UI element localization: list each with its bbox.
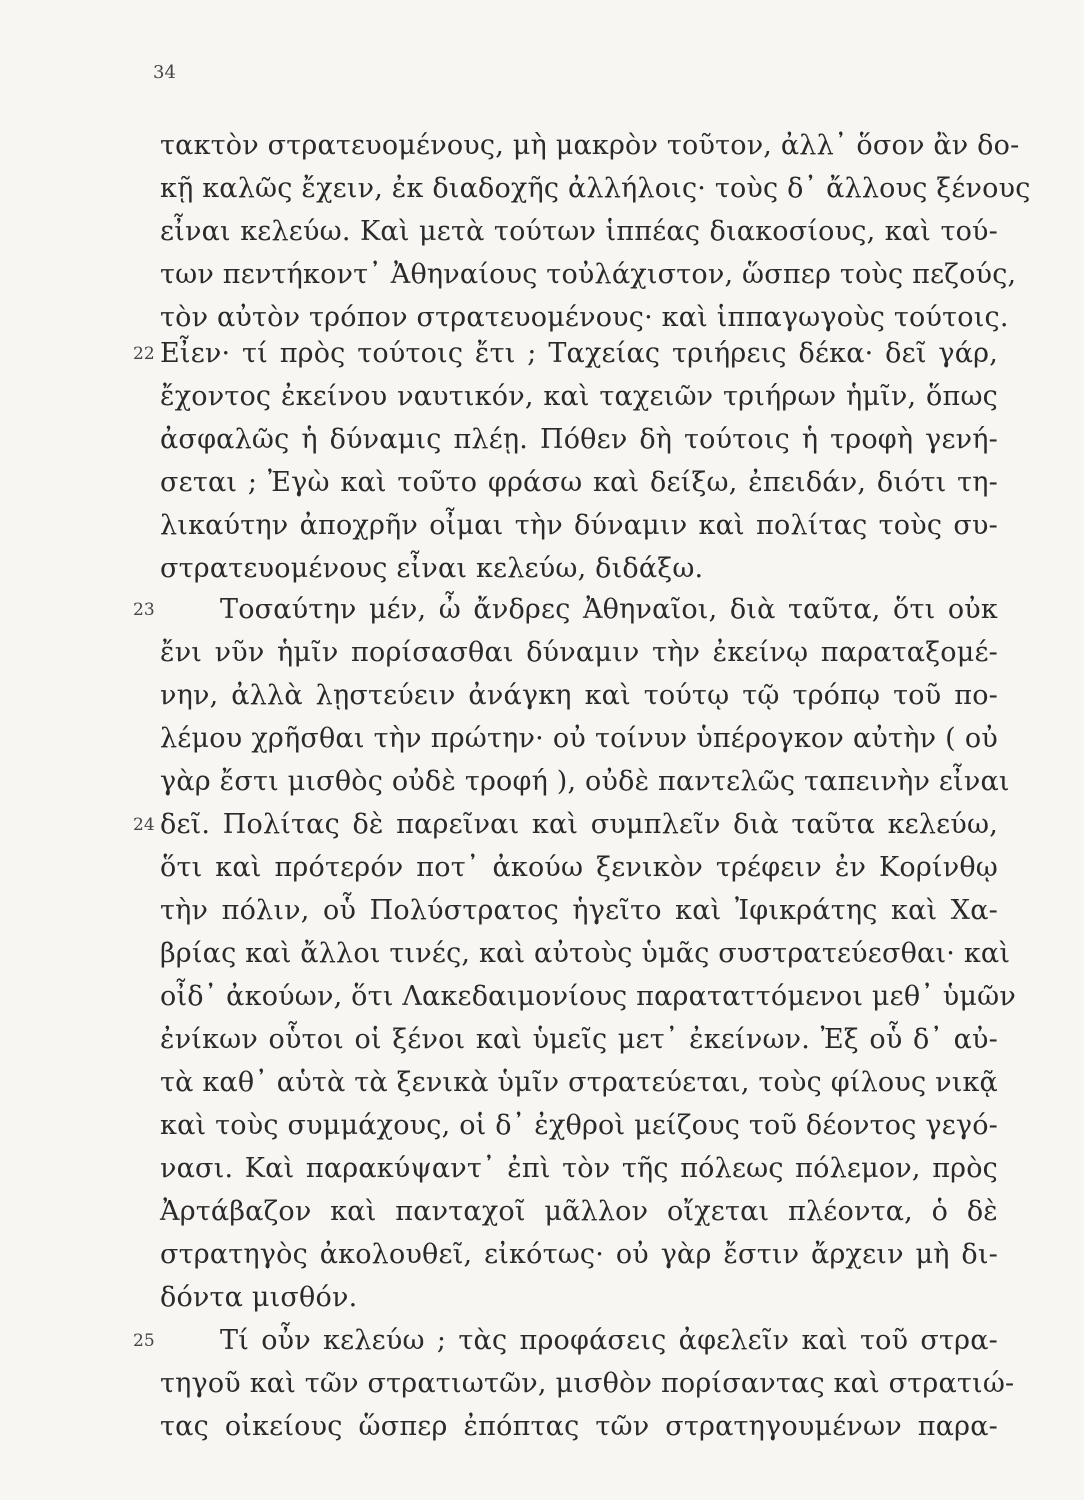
- text-line: τὴν πόλιν, οὗ Πολύστρατος ἡγεῖτο καὶ Ἰφικράτης καὶ Χα-: [160, 895, 998, 926]
- text-line: τας οἰκείους ὥσπερ ἐπόπτας τῶν στρατηγουμένων παρα-: [160, 1411, 998, 1442]
- section-number: 25: [133, 1331, 155, 1351]
- text-line: εἶναι κελεύω. Καὶ μετὰ τούτων ἱππέας διακοσίους, καὶ τού-: [160, 216, 998, 247]
- text-line: τηγοῦ καὶ τῶν στρατιωτῶν, μισθὸν πορίσαντας καὶ στρατιώ-: [160, 1368, 1015, 1399]
- section-number: 22: [133, 344, 155, 364]
- text-line: βρίας καὶ ἄλλοι τινές, καὶ αὐτοὺς ὑμᾶς συστρατεύεσθαι· καὶ: [160, 938, 1011, 969]
- text-line: Ἀρτάβαζον καὶ πανταχοῖ μᾶλλον οἴχεται πλέοντα, ὁ δὲ: [160, 1196, 998, 1227]
- text-line: ἀσφαλῶς ἡ δύναμις πλέῃ. Πόθεν δὴ τούτοις ἡ τροφὴ γενή-: [160, 424, 998, 455]
- text-line: δεῖ. Πολίτας δὲ παρεῖναι καὶ συμπλεῖν διὰ ταῦτα κελεύω,: [160, 809, 998, 840]
- text-line: νασι. Καὶ παρακύψαντ᾽ ἐπὶ τὸν τῆς πόλεως πόλεμον, πρὸς: [160, 1153, 998, 1184]
- text-line: στρατηγὸς ἀκολουθεῖ, εἰκότως· οὐ γὰρ ἔστιν ἄρχειν μὴ δι-: [160, 1239, 998, 1270]
- text-line: Εἶεν· τί πρὸς τούτοις ἔτι ; Ταχείας τριήρεις δέκα· δεῖ γάρ,: [160, 338, 998, 369]
- text-line: ἔχοντος ἐκείνου ναυτικόν, καὶ ταχειῶν τριήρων ἡμῖν, ὅπως: [160, 381, 998, 412]
- text-line: σεται ; Ἐγὼ καὶ τοῦτο φράσω καὶ δείξω, ἐπειδάν, διότι τη-: [160, 467, 998, 498]
- text-line: νην, ἀλλὰ λῃστεύειν ἀνάγκη καὶ τούτῳ τῷ τρόπῳ τοῦ πο-: [160, 680, 998, 711]
- text-line: τὸν αὐτὸν τρόπον στρατευομένους· καὶ ἱππαγωγοὺς τούτοις.: [160, 302, 1009, 333]
- text-line: των πεντήκοντ᾽ Ἀθηναίους τοὐλάχιστον, ὥσπερ τοὺς πεζούς,: [160, 259, 1017, 290]
- text-line: κῇ καλῶς ἔχειν, ἐκ διαδοχῆς ἀλλήλοις· τοὺς δ᾽ ἄλλους ξένους: [160, 173, 1031, 204]
- text-line: τὰ καθ᾽ αὑτὰ τὰ ξενικὰ ὑμῖν στρατεύεται, τοὺς φίλους νικᾷ: [160, 1067, 998, 1098]
- page-number: 34: [153, 62, 176, 83]
- text-line: ὅτι καὶ πρότερόν ποτ᾽ ἀκούω ξενικὸν τρέφειν ἐν Κορίνθῳ: [160, 852, 998, 883]
- text-line: Τί οὖν κελεύω ; τὰς προφάσεις ἀφελεῖν καὶ τοῦ στρα-: [220, 1325, 998, 1356]
- text-line: δόντα μισθόν.: [160, 1282, 358, 1313]
- text-line: στρατευομένους εἶναι κελεύω, διδάξω.: [160, 553, 704, 584]
- text-line: λέμου χρῆσθαι τὴν πρώτην· οὐ τοίνυν ὑπέρογκον αὐτὴν ( οὐ: [160, 723, 998, 754]
- text-line: ἐνίκων οὗτοι οἱ ξένοι καὶ ὑμεῖς μετ᾽ ἐκείνων. Ἐξ οὗ δ᾽ αὐ-: [160, 1024, 998, 1055]
- text-line: Τοσαύτην μέν, ὦ ἄνδρες Ἀθηναῖοι, διὰ ταῦτα, ὅτι οὐκ: [220, 594, 998, 625]
- text-line: λικαύτην ἀποχρῆν οἶμαι τὴν δύναμιν καὶ πολίτας τοὺς συ-: [160, 510, 998, 541]
- section-number: 23: [133, 600, 155, 620]
- text-line: τακτὸν στρατευομένους, μὴ μακρὸν τοῦτον, ἀλλ᾽ ὅσον ἂν δο-: [160, 130, 1020, 161]
- text-line: οἶδ᾽ ἀκούων, ὅτι Λακεδαιμονίους παραταττόμενοι μεθ᾽ ὑμῶν: [160, 981, 1016, 1012]
- text-line: ἔνι νῦν ἡμῖν πορίσασθαι δύναμιν τὴν ἐκείνῳ παραταξομέ-: [160, 637, 998, 668]
- text-line: γὰρ ἔστι μισθὸς οὐδὲ τροφή ), οὐδὲ παντελῶς ταπεινὴν εἶναι: [160, 766, 1010, 797]
- text-line: καὶ τοὺς συμμάχους, οἱ δ᾽ ἐχθροὶ μείζους τοῦ δέοντος γεγό-: [160, 1110, 998, 1141]
- section-number: 24: [133, 815, 155, 835]
